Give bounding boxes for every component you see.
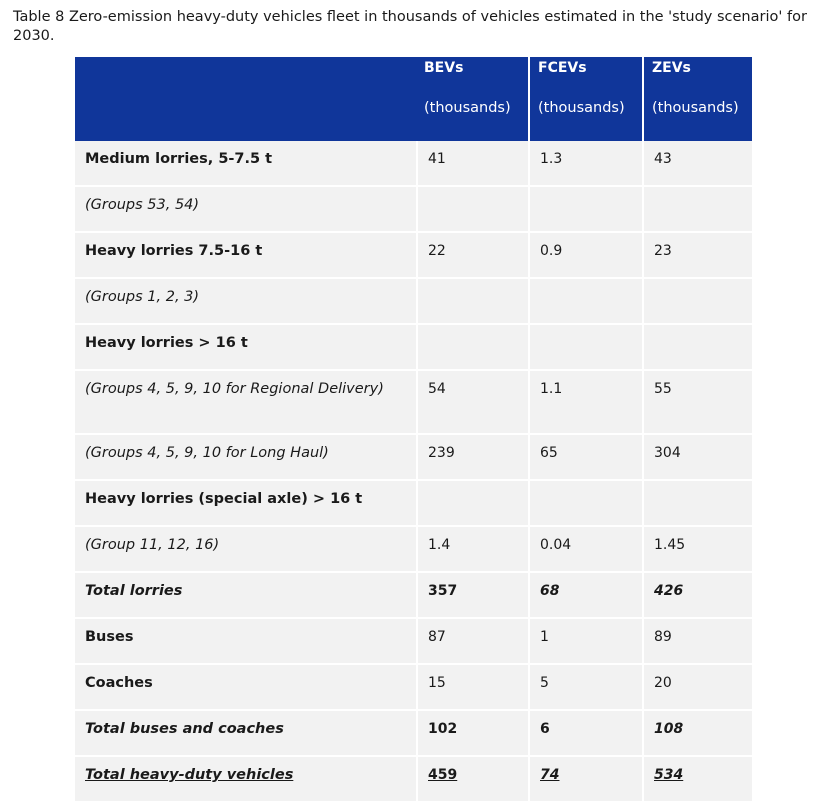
row-label: Heavy lorries (special axle) > 16 t xyxy=(75,481,416,527)
zev-cell xyxy=(642,187,752,233)
bev-cell: 87 xyxy=(416,619,528,665)
row-label: Heavy lorries > 16 t xyxy=(75,325,416,371)
zev-cell: 20 xyxy=(642,665,752,711)
table-row xyxy=(75,325,752,371)
table-row xyxy=(75,619,752,665)
table-caption: Table 8 Zero-emission heavy-duty vehicles fleet in thousands of vehicles estimated in the 'study scenario' for 2030. xyxy=(13,9,807,44)
header-unit: (thousands) xyxy=(652,100,739,116)
zev-cell: 534 xyxy=(642,757,752,803)
bev-cell xyxy=(416,279,528,325)
fcev-cell: 65 xyxy=(528,435,642,481)
row-label: Total heavy-duty vehicles xyxy=(75,757,416,803)
fcev-cell: 74 xyxy=(528,757,642,803)
zev-cell: 55 xyxy=(642,371,752,435)
bev-cell: 41 xyxy=(416,141,528,187)
bev-cell: 1.4 xyxy=(416,527,528,573)
bev-cell: 22 xyxy=(416,233,528,279)
bev-cell: 239 xyxy=(416,435,528,481)
row-label: (Groups 53, 54) xyxy=(75,187,416,233)
fcev-cell xyxy=(528,279,642,325)
row-label: (Groups 1, 2, 3) xyxy=(75,279,416,325)
table-row xyxy=(75,141,752,187)
bev-cell xyxy=(416,325,528,371)
zev-cell: 304 xyxy=(642,435,752,481)
table-row xyxy=(75,187,752,233)
fcev-cell: 0.9 xyxy=(528,233,642,279)
fcev-cell xyxy=(528,187,642,233)
row-label: Coaches xyxy=(75,665,416,711)
header-name: FCEVs xyxy=(538,60,587,76)
fcev-cell xyxy=(528,325,642,371)
fcev-cell: 1.3 xyxy=(528,141,642,187)
zev-cell: 89 xyxy=(642,619,752,665)
table-row xyxy=(75,527,752,573)
table-row xyxy=(75,371,752,435)
table-row xyxy=(75,665,752,711)
table-row xyxy=(75,279,752,325)
row-label: Buses xyxy=(75,619,416,665)
bev-cell xyxy=(416,481,528,527)
bev-cell: 54 xyxy=(416,371,528,435)
row-label: Total lorries xyxy=(75,573,416,619)
header-fcevs xyxy=(528,57,642,141)
fcev-cell: 68 xyxy=(528,573,642,619)
header-name: ZEVs xyxy=(652,60,691,76)
zev-cell: 1.45 xyxy=(642,527,752,573)
row-label: Medium lorries, 5-7.5 t xyxy=(75,141,416,187)
fcev-cell: 6 xyxy=(528,711,642,757)
header-zevs xyxy=(642,57,752,141)
fleet-table xyxy=(75,57,752,803)
header-name: BEVs xyxy=(424,60,464,76)
header-bevs xyxy=(416,57,528,141)
row-label: (Groups 4, 5, 9, 10 for Regional Delivery) xyxy=(75,371,416,435)
zev-cell: 426 xyxy=(642,573,752,619)
fcev-cell: 1.1 xyxy=(528,371,642,435)
table-row xyxy=(75,573,752,619)
row-label: (Group 11, 12, 16) xyxy=(75,527,416,573)
table-row xyxy=(75,435,752,481)
fcev-cell: 5 xyxy=(528,665,642,711)
row-label: (Groups 4, 5, 9, 10 for Long Haul) xyxy=(75,435,416,481)
zev-cell: 43 xyxy=(642,141,752,187)
zev-cell xyxy=(642,279,752,325)
zev-cell: 108 xyxy=(642,711,752,757)
fcev-cell: 1 xyxy=(528,619,642,665)
bev-cell xyxy=(416,187,528,233)
zev-cell: 23 xyxy=(642,233,752,279)
fcev-cell: 0.04 xyxy=(528,527,642,573)
bev-cell: 102 xyxy=(416,711,528,757)
header-unit: (thousands) xyxy=(424,100,511,116)
header-empty-cell xyxy=(75,57,416,141)
bev-cell: 459 xyxy=(416,757,528,803)
table-row xyxy=(75,233,752,279)
bev-cell: 357 xyxy=(416,573,528,619)
row-label: Total buses and coaches xyxy=(75,711,416,757)
zev-cell xyxy=(642,481,752,527)
header-unit: (thousands) xyxy=(538,100,625,116)
table-row xyxy=(75,711,752,757)
zev-cell xyxy=(642,325,752,371)
fcev-cell xyxy=(528,481,642,527)
table-row xyxy=(75,481,752,527)
row-label: Heavy lorries 7.5-16 t xyxy=(75,233,416,279)
table-row xyxy=(75,757,752,803)
bev-cell: 15 xyxy=(416,665,528,711)
header-row xyxy=(75,57,752,141)
